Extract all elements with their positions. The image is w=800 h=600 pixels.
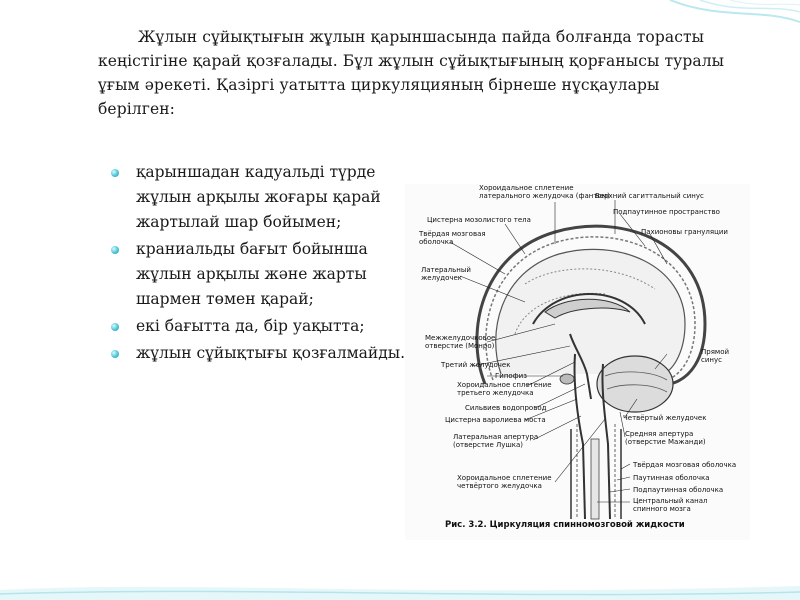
list-item: қарыншадан кадуальді түрде жұлын арқылы жоғары қарай жартылай шар бойымен; — [108, 160, 408, 235]
label-monro: Межжелудочковое отверстие (Монро) — [425, 334, 496, 350]
list-item: екі бағытта да, бір уақытта; — [108, 314, 408, 339]
label-choroid-third: Хороидальное сплетение третьего желудочка — [457, 381, 552, 397]
label-pacchionian: Пахионовы грануляции — [641, 228, 728, 236]
figure-caption: Рис. 3.2. Циркуляция спинномозговой жидкости — [445, 520, 685, 530]
list-item: краниальды бағыт бойынша жұлын арқылы және жарты шармен төмен қарай; — [108, 237, 408, 312]
label-pia: Подпаутинная оболочка — [633, 486, 724, 494]
label-hypophysis: Гипофиз — [495, 372, 527, 380]
options-list — [108, 160, 408, 368]
label-choroid-lateral: Хороидальное сплетение латерального желудочка (фантом) — [479, 184, 610, 200]
label-third-ventricle: Третий желудочек — [441, 361, 511, 369]
label-arachnoid: Паутинная оболочка — [633, 474, 710, 482]
intro-text: Жұлын сұйықтығын жұлын қарыншасында пайда болғанда торасты кеңістігіне қарай қозғалады. Бұл жұлын сұйықтығының қорғанысы туралы ұғым әрекеті. Қазіргі уатытта циркуляцияның бірнеше нұсқаулары берілген: — [98, 28, 725, 118]
label-fourth-ventricle: Четвёртый желудочек — [623, 414, 707, 422]
list-item: жұлын сұйықтығы қозғалмайды. — [108, 341, 408, 366]
label-subarachnoid: Подпаутинное пространство — [613, 208, 720, 216]
label-cistern-corpus: Цистерна мозолистого тела — [427, 216, 531, 224]
label-luschka: Латеральная апертура (отверстие Лушка) — [453, 433, 539, 449]
label-lateral-ventricle: Латеральный желудочек — [421, 266, 471, 282]
bullet-icon — [111, 246, 119, 254]
label-magendie: Средняя апертура (отверстие Мажанди) — [625, 430, 706, 446]
label-straight-sinus: Прямой синус — [701, 348, 730, 364]
bullet-icon — [111, 350, 119, 358]
csf-circulation-figure — [405, 184, 750, 540]
bullet-icon — [111, 169, 119, 177]
bottom-decoration — [0, 578, 800, 600]
label-central-canal: Центральный канал спинного мозга — [633, 497, 708, 513]
label-cistern-pons: Цистерна варолиева моста — [445, 416, 546, 424]
label-dura-spinal: Твёрдая мозговая оболочка — [633, 461, 737, 469]
label-dura-mater: Твёрдая мозговая оболочка — [419, 230, 486, 246]
label-superior-sinus: Верхний сагиттальный синус — [595, 192, 704, 200]
label-choroid-fourth: Хороидальное сплетение четвёртого желудочка — [457, 474, 552, 490]
label-sylvius: Сильвиев водопровод — [465, 404, 547, 412]
intro-paragraph — [98, 25, 738, 121]
bullet-icon — [111, 323, 119, 331]
